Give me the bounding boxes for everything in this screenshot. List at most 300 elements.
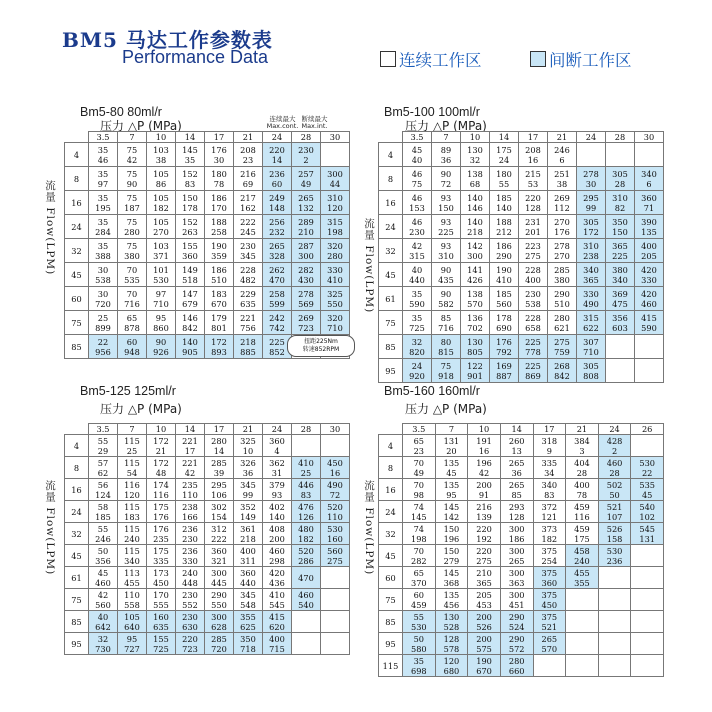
performance-table-3 [64, 423, 350, 655]
torque-value: 70 [126, 288, 138, 299]
speed-value: 328 [269, 250, 285, 261]
data-cell [89, 335, 118, 359]
data-cell [490, 263, 519, 287]
torque-value: 230 [182, 589, 198, 600]
torque-value: 65 [413, 435, 425, 446]
data-cell [635, 263, 664, 287]
torque-value: 530 [327, 523, 343, 534]
torque-value: 269 [298, 312, 314, 323]
data-cell [500, 611, 533, 633]
data-cell [89, 215, 118, 239]
data-cell [89, 589, 118, 611]
data-cell [118, 287, 147, 311]
speed-value: 154 [211, 511, 227, 522]
data-cell [321, 435, 350, 457]
torque-value: 32 [97, 633, 109, 644]
page-subtitle: Performance Data [122, 47, 269, 67]
speed-value: 526 [476, 621, 492, 632]
model-label-3: Bm5-125 125ml/r [80, 384, 176, 398]
data-cell [321, 263, 350, 287]
speed-value: 670 [476, 665, 492, 676]
pressure-header: 3.5 [403, 132, 432, 143]
flow-cell: 95 [379, 359, 403, 383]
data-cell [147, 311, 176, 335]
model-label-2: Bm5-100 100ml/r [384, 105, 480, 119]
data-cell [631, 567, 664, 589]
table-row [379, 143, 664, 167]
data-cell [234, 215, 263, 239]
speed-value: 192 [476, 533, 492, 544]
torque-value: 262 [269, 264, 285, 275]
data-cell [176, 167, 205, 191]
torque-value: 330 [583, 288, 599, 299]
table-row [379, 545, 664, 567]
torque-value: 275 [554, 336, 570, 347]
torque-value: 160 [153, 611, 169, 622]
speed-value: 182 [541, 533, 558, 544]
speed-value: 905 [182, 346, 198, 357]
torque-value: 200 [476, 633, 492, 644]
data-cell [263, 567, 292, 589]
data-cell [403, 567, 436, 589]
torque-value: 115 [124, 545, 140, 556]
speed-value: 279 [443, 555, 460, 566]
speed-value: 359 [211, 250, 227, 261]
data-cell [147, 611, 176, 633]
data-cell [577, 287, 606, 311]
speed-value: 578 [443, 643, 460, 654]
speed-value: 185 [95, 511, 111, 522]
torque-value: 70 [413, 457, 425, 468]
data-cell [432, 215, 461, 239]
data-cell [321, 215, 350, 239]
pressure-header: 30 [321, 424, 350, 435]
speed-value: 310 [438, 250, 454, 261]
torque-value: 97 [155, 288, 167, 299]
speed-value: 630 [182, 621, 198, 632]
torque-value: 372 [541, 501, 558, 512]
speed-value: 2 [303, 154, 309, 165]
torque-value: 415 [641, 312, 657, 323]
torque-value: 185 [496, 192, 512, 203]
speed-value: 820 [409, 346, 425, 357]
torque-value: 175 [153, 545, 169, 556]
torque-value: 180 [496, 168, 512, 179]
pressure-header: 28 [292, 132, 321, 143]
data-cell [205, 501, 234, 523]
data-cell [234, 589, 263, 611]
data-cell [263, 611, 292, 633]
legend-white-box [380, 51, 396, 67]
data-cell [292, 263, 321, 287]
torque-value: 155 [182, 240, 198, 251]
speed-value: 201 [525, 226, 541, 237]
torque-value: 155 [153, 633, 169, 644]
torque-value: 65 [126, 312, 138, 323]
torque-value: 384 [574, 435, 590, 446]
speed-value: 298 [269, 555, 285, 566]
data-cell [118, 263, 147, 287]
data-cell [631, 589, 664, 611]
speed-value: 210 [298, 226, 314, 237]
torque-value: 55 [97, 435, 109, 446]
speed-value: 99 [585, 202, 597, 213]
torque-value: 172 [211, 336, 227, 347]
torque-value: 57 [97, 457, 109, 468]
data-cell [205, 479, 234, 501]
data-cell [577, 215, 606, 239]
torque-value: 340 [583, 264, 599, 275]
speed-value: 956 [95, 346, 111, 357]
torque-value: 265 [269, 240, 285, 251]
torque-value: 230 [298, 144, 314, 155]
data-cell [321, 479, 350, 501]
data-cell [598, 523, 631, 545]
speed-value: 718 [240, 643, 256, 654]
speed-value: 808 [583, 370, 599, 381]
torque-value: 70 [126, 264, 138, 275]
speed-value: 14 [213, 445, 225, 456]
torque-value: 135 [443, 479, 460, 490]
table-row [379, 167, 664, 191]
table-row [379, 311, 664, 335]
data-cell [118, 633, 147, 655]
data-cell [205, 263, 234, 287]
speed-value: 126 [298, 511, 314, 522]
data-cell [598, 567, 631, 589]
speed-value: 135 [641, 226, 657, 237]
speed-value: 238 [583, 250, 599, 261]
torque-value: 93 [440, 240, 452, 251]
speed-value: 170 [211, 202, 227, 213]
data-cell [118, 567, 147, 589]
speed-value: 38 [556, 178, 568, 189]
data-cell [468, 457, 501, 479]
torque-value: 230 [525, 288, 541, 299]
data-cell [500, 479, 533, 501]
torque-value: 46 [411, 216, 423, 227]
speed-value: 40 [411, 154, 423, 165]
data-cell [631, 479, 664, 501]
table-row [65, 567, 350, 589]
speed-value: 83 [544, 489, 555, 500]
torque-value: 236 [182, 523, 198, 534]
pressure-title-2: 压力 △P (MPa) [405, 119, 487, 133]
speed-value: 628 [211, 621, 227, 632]
speed-value: 140 [496, 202, 512, 213]
torque-value: 149 [182, 264, 198, 275]
torque-value: 131 [443, 435, 460, 446]
torque-value: 45 [97, 567, 109, 578]
data-cell [548, 167, 577, 191]
data-cell [548, 263, 577, 287]
data-cell [205, 633, 234, 655]
data-cell [577, 311, 606, 335]
performance-table-2 [378, 131, 664, 383]
table-row [379, 335, 664, 359]
torque-value: 50 [413, 633, 425, 644]
pressure-header: 30 [635, 132, 664, 143]
torque-value: 307 [583, 336, 599, 347]
speed-value: 160 [327, 533, 343, 544]
speed-value: 54 [126, 467, 138, 478]
torque-value: 242 [269, 312, 285, 323]
speed-value: 716 [438, 322, 454, 333]
torque-value: 24 [411, 360, 423, 371]
torque-value: 355 [240, 611, 256, 622]
torque-value: 179 [211, 312, 227, 323]
data-cell [89, 435, 118, 457]
table-row [65, 263, 350, 287]
torque-value: 460 [269, 545, 285, 556]
pressure-title-1: 压力 △P (MPa) [100, 119, 182, 133]
speed-value: 31 [271, 467, 283, 478]
torque-value: 208 [240, 144, 256, 155]
data-cell [403, 611, 436, 633]
speed-value: 360 [541, 577, 558, 588]
data-cell [147, 239, 176, 263]
speed-value: 6 [646, 178, 652, 189]
speed-value: 885 [240, 346, 256, 357]
speed-value: 290 [496, 250, 512, 261]
legend-intermittent-label: 间断工作区 [549, 51, 632, 70]
table-row [65, 457, 350, 479]
data-cell [205, 167, 234, 191]
torque-value: 231 [525, 216, 541, 227]
speed-value: 270 [153, 226, 169, 237]
torque-value: 56 [97, 479, 109, 490]
torque-value: 103 [153, 144, 169, 155]
data-cell [205, 287, 234, 311]
data-cell [205, 589, 234, 611]
data-cell [263, 311, 292, 335]
torque-value: 152 [182, 216, 198, 227]
flow-cell: 60 [65, 287, 89, 311]
speed-value: 440 [240, 577, 256, 588]
data-cell [403, 143, 432, 167]
data-cell [321, 611, 350, 633]
speed-value: 679 [182, 298, 198, 309]
torque-value: 410 [269, 589, 285, 600]
speed-value: 560 [95, 599, 111, 610]
data-cell [468, 567, 501, 589]
speed-value: 815 [438, 346, 454, 357]
data-cell [403, 167, 432, 191]
speed-value: 93 [271, 489, 283, 500]
torque-value: 217 [240, 192, 256, 203]
data-cell [205, 191, 234, 215]
speed-value: 893 [211, 346, 227, 357]
speed-value: 284 [95, 226, 111, 237]
torque-value: 185 [496, 288, 512, 299]
torque-value: 55 [97, 523, 109, 534]
data-cell [403, 335, 432, 359]
torque-value: 400 [641, 240, 657, 251]
data-cell [234, 567, 263, 589]
data-cell [566, 655, 599, 677]
speed-value: 39 [213, 467, 225, 478]
torque-value: 240 [182, 567, 198, 578]
flow-cell: 4 [65, 143, 89, 167]
speed-value: 172 [583, 226, 599, 237]
speed-value: 182 [298, 533, 314, 544]
speed-value: 186 [508, 533, 525, 544]
data-cell [635, 143, 664, 167]
data-cell [566, 501, 599, 523]
data-cell [606, 239, 635, 263]
data-cell [598, 479, 631, 501]
data-cell [635, 191, 664, 215]
data-cell [631, 655, 664, 677]
speed-value: 28 [609, 467, 620, 478]
data-cell [435, 523, 468, 545]
speed-value: 436 [269, 577, 285, 588]
pressure-header: 10 [468, 424, 501, 435]
data-cell [176, 479, 205, 501]
speed-value: 410 [496, 274, 512, 285]
pressure-header: 7 [432, 132, 461, 143]
torque-value: 186 [211, 192, 227, 203]
data-cell [631, 611, 664, 633]
torque-value: 229 [240, 288, 256, 299]
torque-value: 361 [240, 523, 256, 534]
torque-value: 145 [182, 144, 198, 155]
data-cell [176, 435, 205, 457]
torque-value: 120 [443, 655, 460, 666]
flow-cell: 4 [379, 143, 403, 167]
flow-cell: 16 [65, 191, 89, 215]
torque-value: 188 [211, 216, 227, 227]
data-cell [89, 633, 118, 655]
speed-value: 222 [211, 533, 227, 544]
speed-value: 48 [155, 467, 167, 478]
data-cell [234, 457, 263, 479]
data-cell [176, 335, 205, 359]
data-cell [118, 589, 147, 611]
torque-value: 360 [240, 567, 256, 578]
data-cell [490, 167, 519, 191]
torque-value: 172 [153, 435, 169, 446]
table-row [379, 435, 664, 457]
speed-value: 158 [606, 533, 623, 544]
torque-value: 172 [153, 457, 169, 468]
data-cell [147, 335, 176, 359]
table-row [65, 215, 350, 239]
torque-value: 369 [612, 288, 628, 299]
speed-value: 723 [298, 322, 314, 333]
pressure-header: 14 [500, 424, 533, 435]
speed-value: 805 [467, 346, 483, 357]
speed-value: 16 [329, 467, 341, 478]
data-cell [566, 567, 599, 589]
data-cell [461, 311, 490, 335]
torque-value: 116 [124, 479, 140, 490]
speed-value: 75 [411, 178, 423, 189]
speed-value: 82 [614, 202, 626, 213]
data-cell [533, 523, 566, 545]
data-cell [263, 523, 292, 545]
torque-value: 502 [606, 479, 623, 490]
data-cell [500, 655, 533, 677]
torque-value: 312 [211, 523, 227, 534]
torque-value: 300 [327, 168, 343, 179]
data-cell [403, 457, 436, 479]
pressure-header: 7 [118, 132, 147, 143]
speed-value: 240 [574, 555, 590, 566]
pressure-header: 17 [205, 132, 234, 143]
torque-value: 305 [612, 168, 628, 179]
legend-blue-box [530, 51, 546, 67]
speed-value: 38 [155, 154, 167, 165]
flow-cell: 4 [379, 435, 403, 457]
data-cell [468, 523, 501, 545]
data-cell [118, 523, 147, 545]
speed-value: 16 [527, 154, 539, 165]
data-cell [548, 287, 577, 311]
data-cell [89, 167, 118, 191]
speed-value: 575 [476, 643, 492, 654]
data-cell [147, 589, 176, 611]
torque-value: 223 [525, 240, 541, 251]
torque-value: 176 [153, 523, 169, 534]
speed-value: 720 [95, 298, 111, 309]
data-cell [606, 263, 635, 287]
data-cell [533, 655, 566, 677]
speed-value: 715 [269, 643, 285, 654]
torque-value: 305 [583, 360, 599, 371]
torque-value: 178 [496, 312, 512, 323]
torque-value: 560 [327, 545, 343, 556]
data-cell [435, 479, 468, 501]
torque-value: 220 [182, 633, 198, 644]
data-cell [403, 501, 436, 523]
data-cell [292, 143, 321, 167]
speed-value: 71 [643, 202, 655, 213]
speed-value: 198 [410, 533, 427, 544]
torque-value: 75 [440, 360, 452, 371]
speed-value: 450 [541, 599, 558, 610]
pressure-header: 3.5 [89, 132, 118, 143]
data-cell [89, 457, 118, 479]
data-cell [631, 633, 664, 655]
torque-value: 220 [476, 545, 492, 556]
speed-value: 548 [240, 599, 256, 610]
torque-value: 404 [574, 457, 590, 468]
torque-value: 216 [476, 501, 492, 512]
data-cell [403, 311, 432, 335]
torque-value: 420 [269, 567, 285, 578]
flow-cell: 32 [379, 239, 403, 263]
speed-value: 518 [182, 274, 198, 285]
data-cell [577, 167, 606, 191]
torque-value: 318 [541, 435, 558, 446]
torque-value: 265 [508, 457, 525, 468]
data-cell [321, 311, 350, 335]
speed-value: 21 [155, 445, 167, 456]
data-cell [263, 589, 292, 611]
torque-value: 390 [641, 216, 657, 227]
pressure-title-3: 压力 △P (MPa) [100, 402, 182, 416]
speed-value: 10 [242, 445, 254, 456]
speed-value: 926 [153, 346, 169, 357]
speed-value: 360 [182, 250, 198, 261]
speed-value: 842 [554, 370, 570, 381]
legend-intermittent [530, 47, 632, 71]
speed-value: 32 [469, 154, 481, 165]
data-cell [205, 311, 234, 335]
data-cell [234, 287, 263, 311]
data-cell [598, 589, 631, 611]
